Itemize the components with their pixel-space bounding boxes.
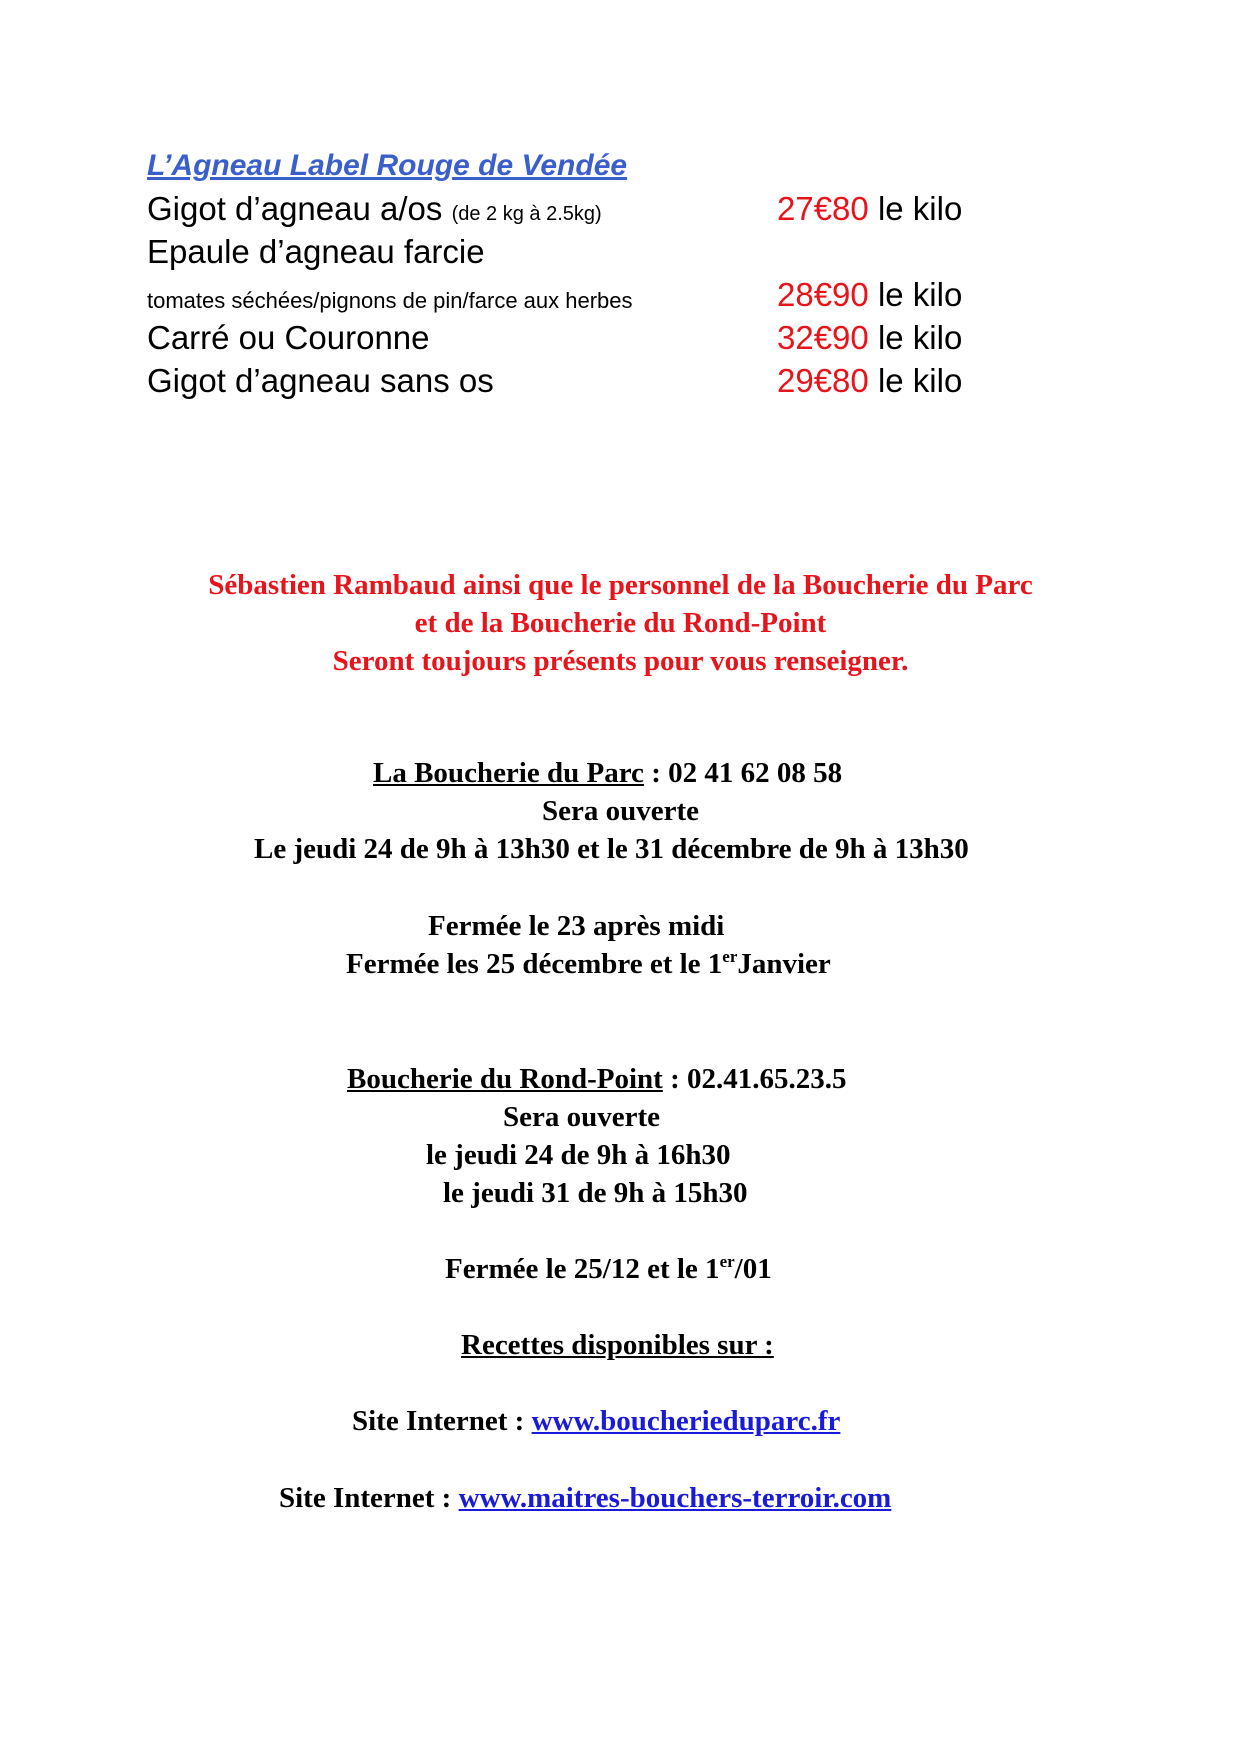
parc-closed-2	[346, 948, 831, 981]
item-epaule: Epaule d’agneau farcie	[147, 233, 485, 270]
item-name: Gigot d’agneau a/os	[147, 190, 443, 227]
rond-point-closed-sup: er	[719, 1252, 735, 1271]
parc-phone: : 02 41 62 08 58	[643, 757, 843, 789]
site-line-2	[279, 1482, 891, 1515]
item-note: (de 2 kg à 2.5kg)	[451, 203, 602, 225]
item-gigot-sans-os: Gigot d’agneau sans os	[147, 362, 494, 399]
rond-point-phone: : 02.41.65.23.5	[662, 1063, 847, 1095]
rond-point-header	[347, 1063, 847, 1096]
price-carre	[777, 319, 962, 357]
site-line-1	[352, 1405, 840, 1438]
price-unit: le kilo	[877, 362, 963, 399]
item-carre: Carré ou Couronne	[147, 319, 430, 356]
price-epaule	[777, 276, 962, 314]
price-amount: 32€90	[777, 319, 869, 356]
price-unit: le kilo	[877, 190, 963, 227]
rond-point-closed-date: /01	[734, 1253, 772, 1285]
site-link-boucherieduparc[interactable]: www.boucherieduparc.fr	[531, 1405, 841, 1437]
site-label: Site Internet :	[352, 1405, 532, 1437]
rond-point-closed-text: Fermée le 25/12 et le 1	[445, 1253, 720, 1285]
price-gigot-sans-os	[777, 362, 962, 400]
parc-hours: Le jeudi 24 de 9h à 13h30 et le 31 décembre de 9h à 13h30	[254, 833, 969, 865]
section-title: L’Agneau Label Rouge de Vendée	[147, 149, 628, 182]
price-gigot-aos	[777, 190, 962, 228]
rond-point-open-label: Sera ouverte	[503, 1101, 661, 1133]
parc-closed-1: Fermée le 23 après midi	[428, 910, 725, 942]
item-gigot-aos	[147, 190, 602, 228]
price-amount: 28€90	[777, 276, 869, 313]
price-amount: 29€80	[777, 362, 869, 399]
parc-name: La Boucherie du Parc	[373, 757, 644, 789]
rond-point-hours-2: le jeudi 31 de 9h à 15h30	[443, 1177, 748, 1209]
site-label: Site Internet :	[279, 1482, 459, 1514]
rond-point-name: Boucherie du Rond-Point	[347, 1063, 663, 1095]
recipes-title: Recettes disponibles sur :	[461, 1329, 774, 1361]
parc-closed-2-month: Janvier	[737, 948, 831, 980]
rond-point-hours-1: le jeudi 24 de 9h à 16h30	[426, 1139, 731, 1171]
site-link-maitres-bouchers[interactable]: www.maitres-bouchers-terroir.com	[458, 1482, 892, 1514]
price-amount: 27€80	[777, 190, 869, 227]
rond-point-closed	[445, 1253, 772, 1286]
message-line-1: Sébastien Rambaud ainsi que le personnel de la Boucherie du Parc	[208, 569, 1033, 601]
price-unit: le kilo	[877, 319, 963, 356]
price-unit: le kilo	[877, 276, 963, 313]
parc-header	[373, 757, 842, 790]
message-line-2: et de la Boucherie du Rond-Point	[414, 607, 827, 639]
message-line-3: Seront toujours présents pour vous renseigner.	[332, 645, 909, 677]
parc-open-label: Sera ouverte	[542, 795, 700, 827]
parc-closed-2-text: Fermée les 25 décembre et le 1	[346, 948, 723, 980]
item-epaule-detail: tomates séchées/pignons de pin/farce aux herbes	[147, 288, 633, 313]
parc-closed-2-sup: er	[722, 947, 738, 966]
